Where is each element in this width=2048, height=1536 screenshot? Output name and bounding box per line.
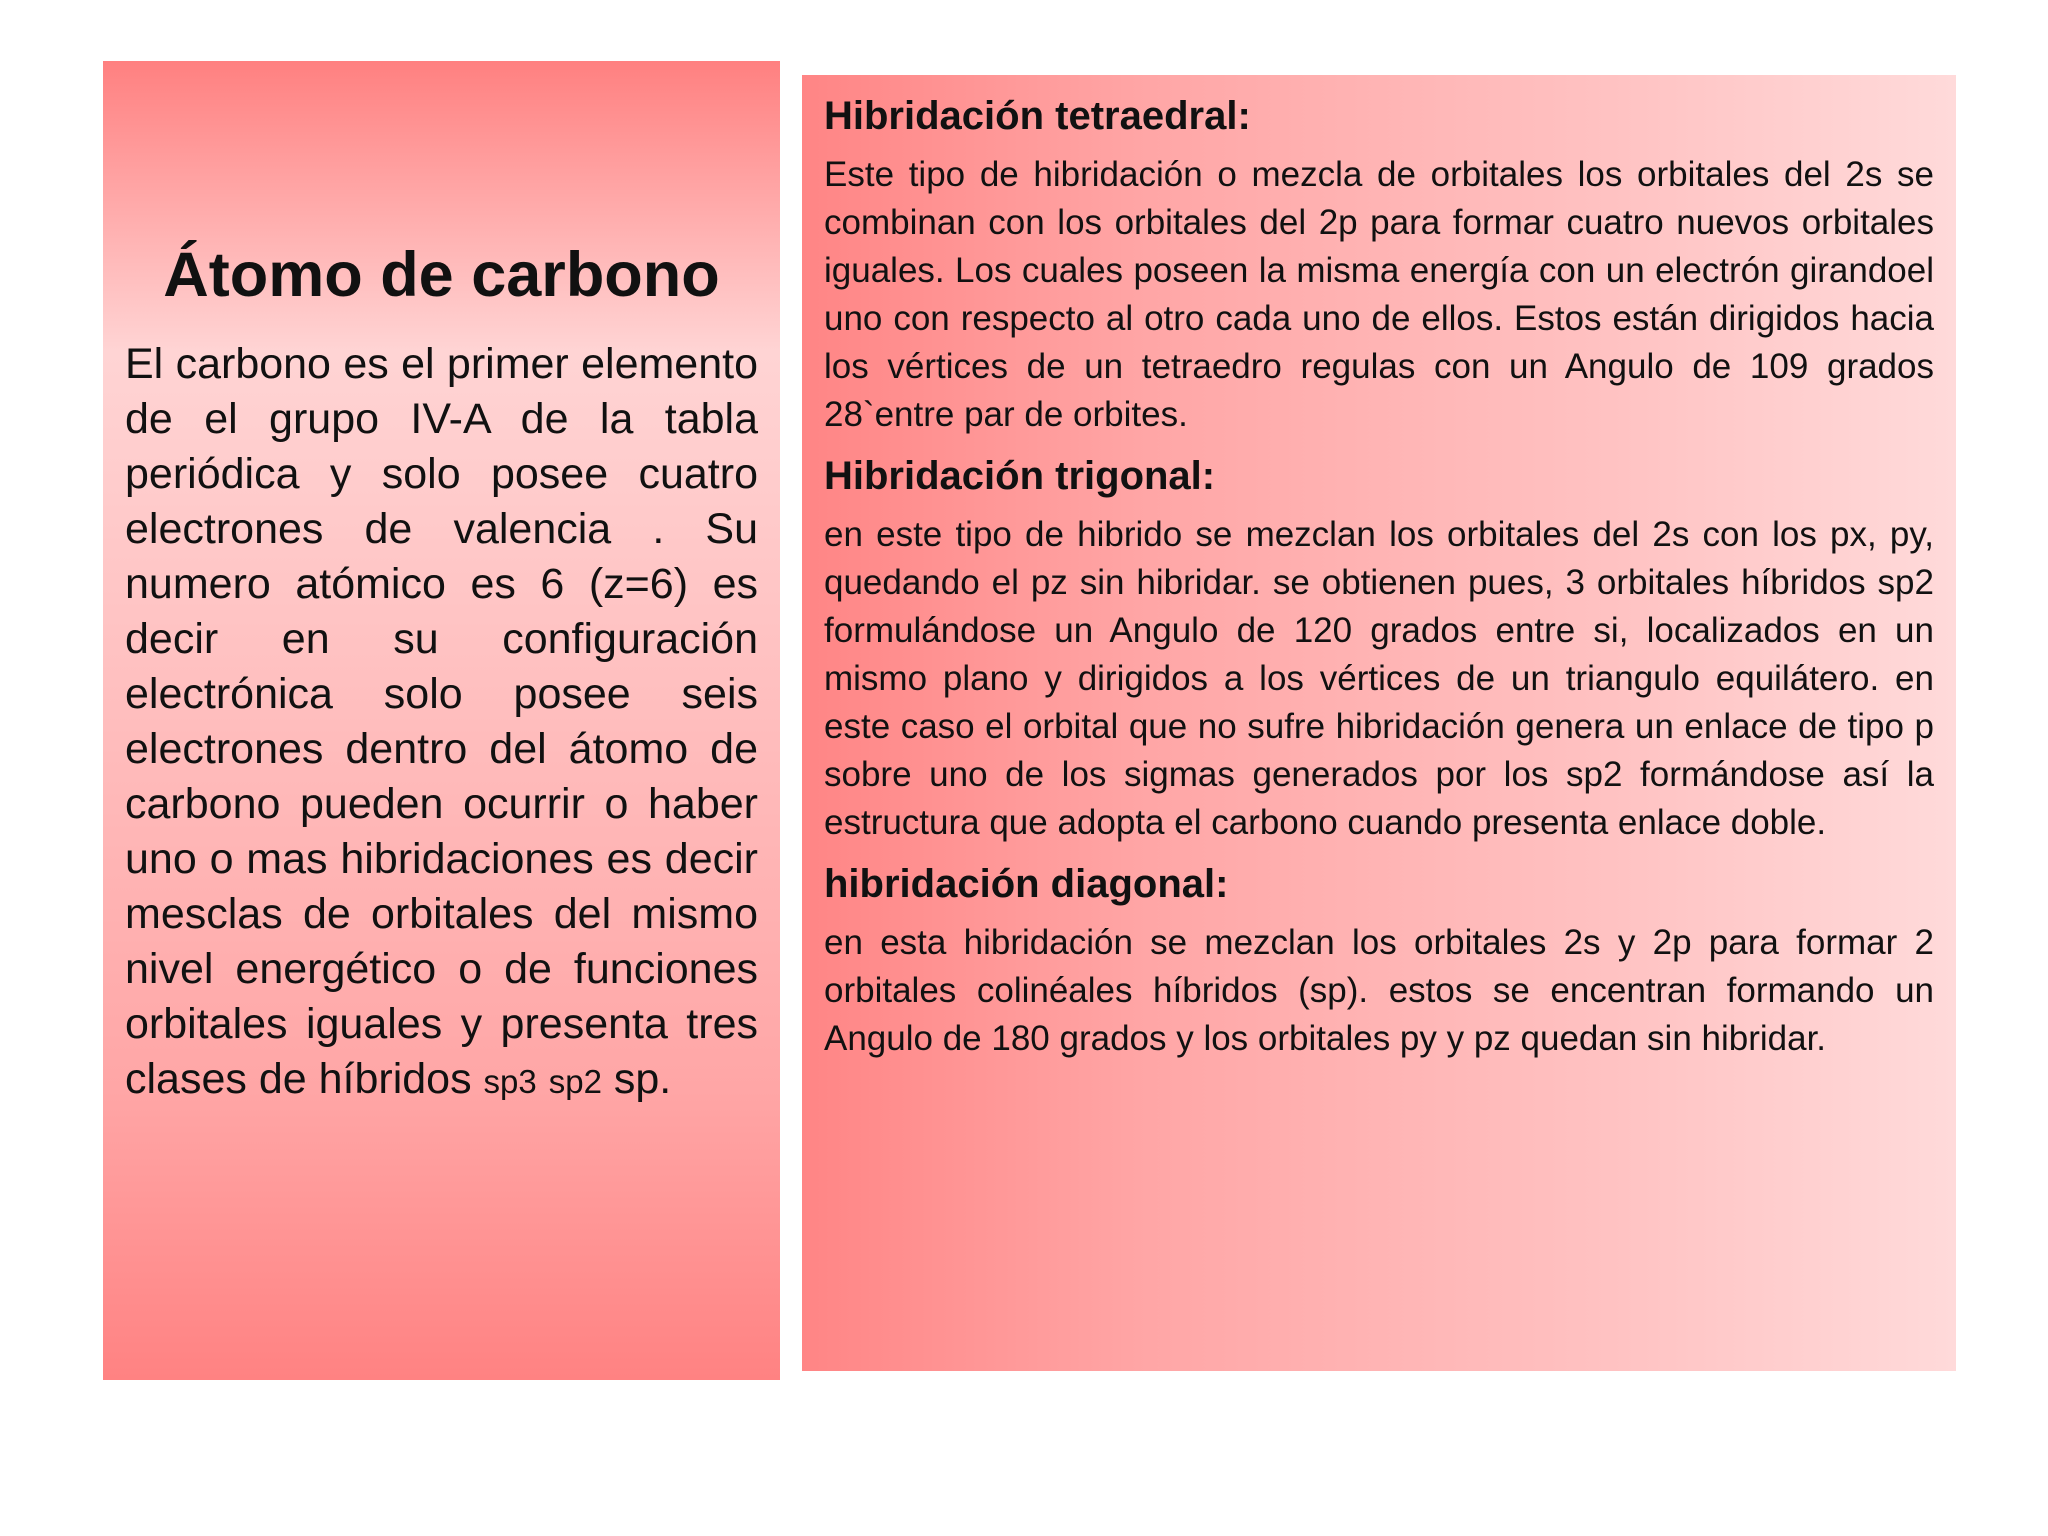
hybrid-sp2: sp2: [548, 1063, 602, 1100]
carbon-atom-panel: [103, 61, 780, 1380]
section-heading: Hibridación tetraedral:: [824, 94, 1251, 138]
section-body: Este tipo de hibridación o mezcla de orbitales los orbitales del 2s se combinan con los orbitales del 2p para formar cuatro nuevos orbitales iguales. Los cuales poseen la misma energía con un electrón girandoel uno con respecto al otro cada uno de ellos. Estos están dirigidos hacia los vértices de un tetraedro regulas con un Angulo de 109 grados 28`entre par de orbites.: [824, 155, 1934, 434]
hybridization-panel: [802, 75, 1956, 1371]
hybrid-sp3: sp3: [483, 1063, 537, 1100]
section-diagonal: [824, 857, 1934, 1063]
description-text: El carbono es el primer elemento de el grupo IV-A de la tabla periódica y solo posee cuatro electrones de valencia . Su numero atómico es 6 (z=6) es decir en su configuración electrónica solo posee seis electrones dentro del átomo de carbono pueden ocurrir o haber uno o mas hibridaciones es decir mesclas de orbitales del mismo nivel energético o de funciones orbitales iguales y presenta tres clases de híbridos: [125, 340, 758, 1103]
hybrid-sp: sp.: [613, 1055, 672, 1103]
section-tetrahedral: [824, 89, 1934, 439]
section-heading: hibridación diagonal:: [824, 862, 1229, 906]
section-body: en esta hibridación se mezclan los orbitales 2s y 2p para formar 2 orbitales colinéales híbridos (sp). estos se encentran formando un Angulo de 180 grados y los orbitales py y pz quedan sin hibridar.: [824, 923, 1934, 1058]
section-body: en este tipo de hibrido se mezclan los orbitales del 2s con los px, py, quedando el pz sin hibridar. se obtienen pues, 3 orbitales híbridos sp2 formulándose un Angulo de 120 grados entre si, localizados en un mismo plano y dirigidos a los vértices de un triangulo equilátero. en este caso el orbital que no sufre hibridación genera un enlace de tipo p sobre uno de los sigmas generados por los sp2 formándose así la estructura que adopta el carbono cuando presenta enlace doble.: [824, 515, 1934, 842]
carbon-description: [125, 337, 758, 1109]
section-trigonal: [824, 449, 1934, 847]
panel-title: Átomo de carbono: [163, 240, 720, 310]
section-heading: Hibridación trigonal:: [824, 454, 1216, 498]
